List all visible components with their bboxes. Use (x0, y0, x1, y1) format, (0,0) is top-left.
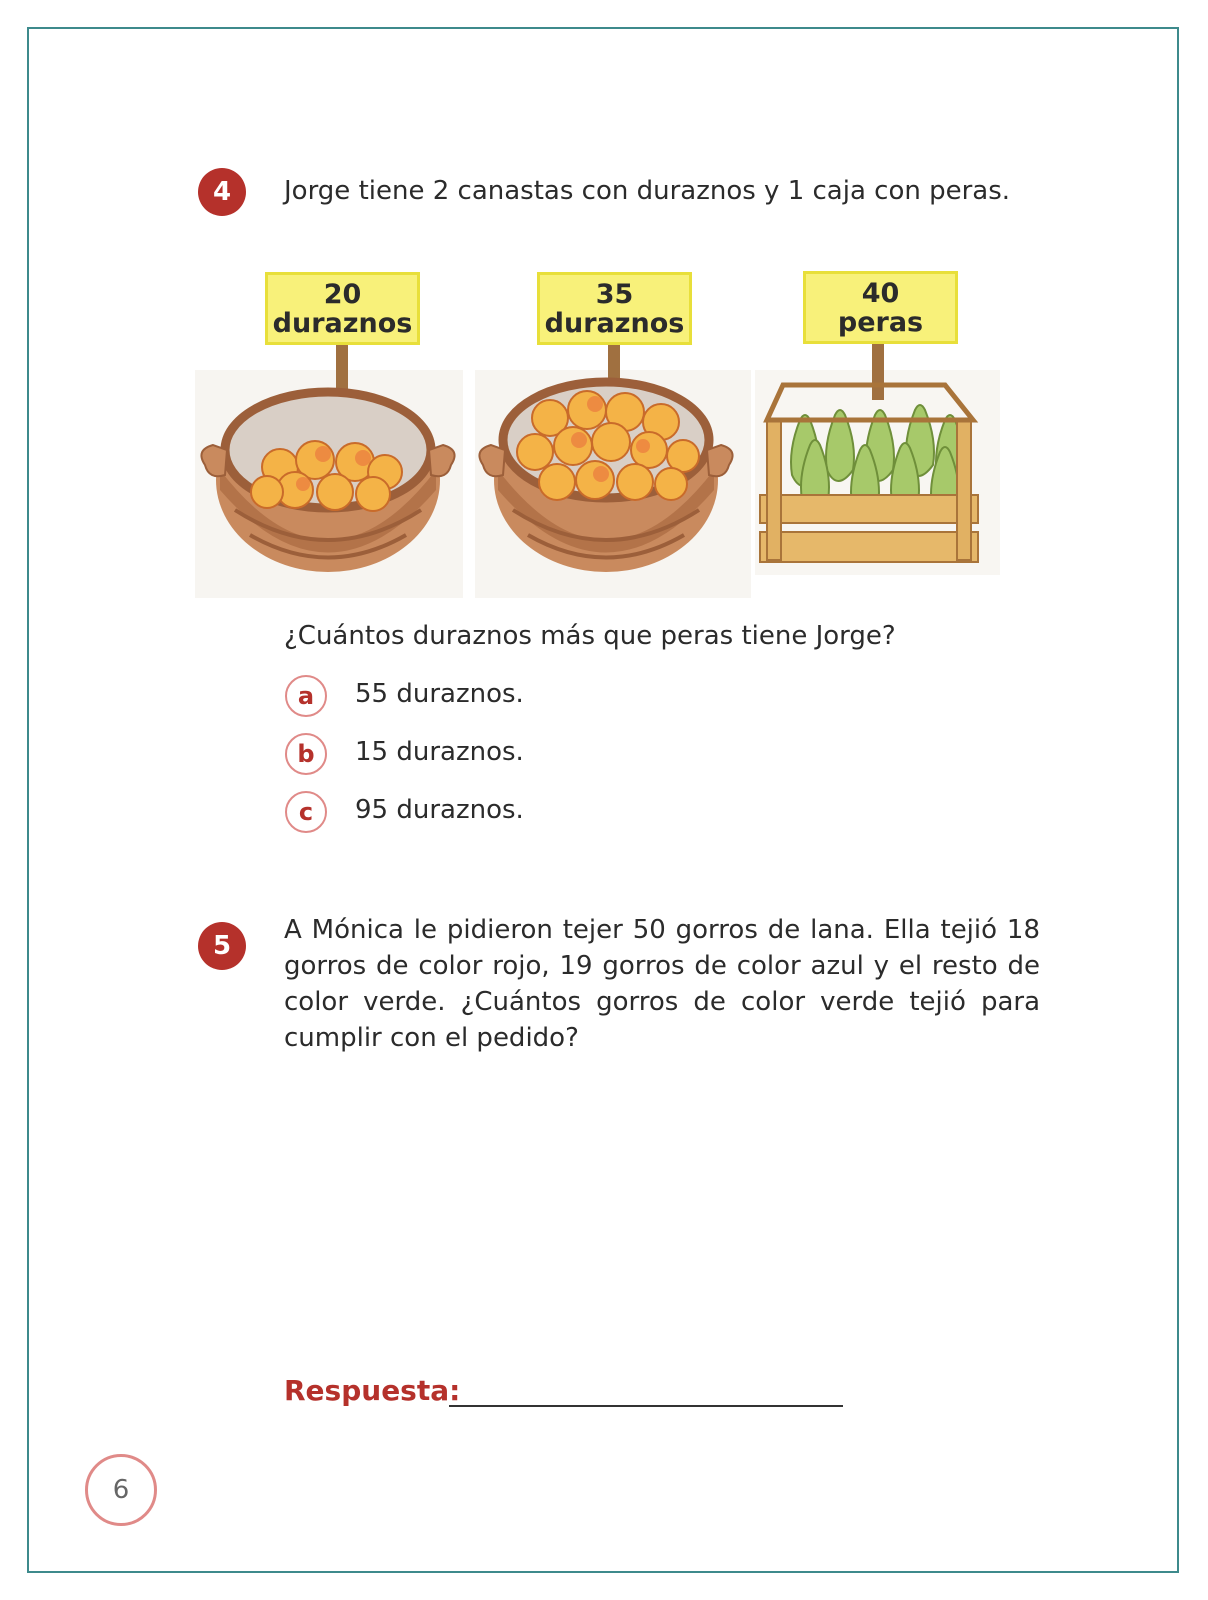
sign-basket-2 (537, 272, 692, 345)
sign-crate (803, 271, 958, 344)
option-c-letter[interactable]: c (285, 791, 327, 833)
question-4-prompt: ¿Cuántos duraznos más que peras tiene Jorge? (284, 621, 896, 651)
sign-1-count: 20 (323, 278, 362, 310)
sign-basket-1 (265, 272, 420, 345)
question-4-number: 4 (198, 168, 246, 216)
answer-label: Respuesta: (284, 1374, 461, 1407)
option-c-text: 95 duraznos. (355, 795, 524, 825)
option-b-text: 15 duraznos. (355, 737, 524, 767)
page-frame (27, 27, 1179, 1573)
sign-3-item: peras (837, 306, 924, 338)
question-5-text: A Mónica le pidieron tejer 50 gorros de lana. Ella tejió 18 gorros de color rojo, 19 gorros de color azul y el resto de color verde. ¿Cuántos gorros de color verde tejió para cumplir con el pedido? (284, 915, 1040, 1053)
option-a-letter[interactable]: a (285, 675, 327, 717)
option-a-text: 55 duraznos. (355, 679, 524, 709)
sign-1-item: duraznos (272, 307, 413, 339)
sign-3-count: 40 (861, 277, 900, 309)
sign-2-count: 35 (595, 278, 634, 310)
answer-blank-line[interactable] (449, 1405, 843, 1407)
option-b-letter[interactable]: b (285, 733, 327, 775)
question-5-number: 5 (198, 922, 246, 970)
question-4-text: Jorge tiene 2 canastas con duraznos y 1 caja con peras. (284, 176, 1011, 206)
page-number: 6 (85, 1454, 157, 1526)
sign-2-item: duraznos (544, 307, 685, 339)
